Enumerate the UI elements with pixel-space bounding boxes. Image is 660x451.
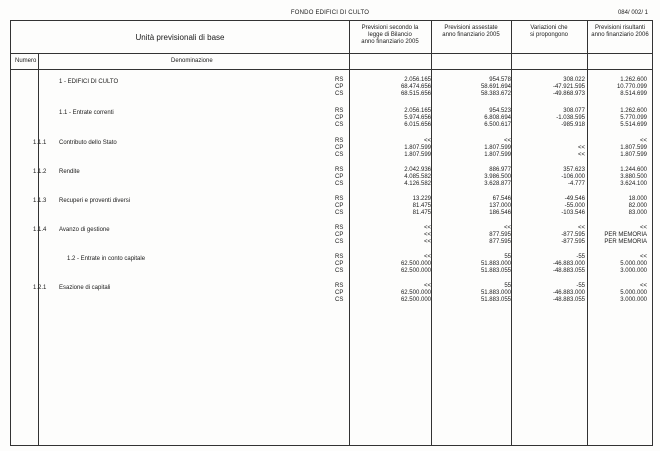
value-col4: << [639,225,647,231]
value-col2: 1.807.599 [484,145,511,151]
col2-header [431,25,511,39]
value-col3: -1.038.595 [556,115,585,121]
value-col3: -985.918 [561,122,585,128]
value-line [11,91,652,98]
line-type: CS [335,152,344,158]
value-col3: -103.546 [561,210,585,216]
value-col2: 3.986.500 [484,174,511,180]
row-code: 1.1.1 [33,140,47,146]
col1-header-line2: legge di Bilancio [368,32,412,38]
value-col4: 5.770.099 [620,115,647,121]
col1-header-line3: anno finanziario 2005 [361,39,419,45]
value-col3: -55.000 [564,203,585,209]
col3-header-line2: si propongono [529,32,569,38]
value-col2: 6.808.694 [484,115,511,121]
value-col2: 877.595 [489,232,511,238]
value-col1: << [423,138,431,144]
page-title: FONDO EDIFICI DI CULTO [290,10,370,16]
value-col3: -49.546 [564,196,585,202]
value-col2: << [503,138,511,144]
value-col2: 954.578 [489,77,511,83]
value-line [11,268,652,275]
value-col1: << [423,225,431,231]
value-line [11,138,652,145]
value-line [11,290,652,297]
line-type: CP [335,203,344,209]
value-line [11,77,652,84]
value-col4: PER MEMORIA [604,232,647,238]
value-line [11,239,652,246]
value-col2: 877.595 [489,239,511,245]
row-code: 1.2.1 [33,285,47,291]
value-line [11,108,652,115]
value-line [11,145,652,152]
value-col4: << [639,254,647,260]
col3-header-line1: Variazioni che [530,25,568,31]
value-line [11,174,652,181]
value-line [11,181,652,188]
line-type: CP [335,115,344,121]
value-col3: -55 [576,254,585,260]
value-col2: 3.628.877 [484,181,511,187]
value-line [11,122,652,129]
row-name: 1.1 - Entrate correnti [59,110,114,116]
value-line [11,84,652,91]
value-col1: 2.056.165 [404,77,431,83]
value-col2: 137.000 [489,203,511,209]
value-col1: << [423,254,431,260]
col1-header [349,25,431,46]
line-type: CP [335,174,344,180]
line-type: CP [335,232,344,238]
value-col2: 1.807.599 [484,152,511,158]
row-name: Contributo dello Stato [59,140,117,146]
value-col2: 58.691.694 [480,84,511,90]
row-code: 1.1.3 [33,198,47,204]
value-col1: 2.056.165 [404,108,431,114]
value-col4: 3.000.000 [620,297,647,303]
value-line [11,232,652,239]
value-col4: 3.624.100 [620,181,647,187]
row-code: 1.1.4 [33,227,47,233]
row-name: 1 - EDIFICI DI CULTO [59,79,119,85]
value-col3: -46.883.000 [552,290,585,296]
value-col4: 1.807.599 [620,152,647,158]
value-col2: 55 [504,283,511,289]
page-code: 084/ 002/ 1 [617,10,648,16]
line-type: CP [335,145,344,151]
numero-label: Numero [15,58,37,64]
col4-header-line1: Previsioni risultanti [594,25,646,31]
line-type: RS [335,225,344,231]
value-line [11,225,652,232]
budget-table [10,20,653,446]
line-type: RS [335,138,344,144]
col2-header-line2: anno finanziario 2005 [442,32,500,38]
value-col1: 4.126.582 [404,181,431,187]
value-col1: 13.229 [412,196,431,202]
row-name: Avanzo di gestione [59,227,110,233]
value-col4: 10.770.099 [616,84,647,90]
value-line [11,210,652,217]
value-col1: 1.807.599 [404,152,431,158]
value-line [11,203,652,210]
col2-header-line1: Previsioni assestate [444,25,498,31]
line-type: RS [335,108,344,114]
value-col3: -877.595 [561,232,585,238]
line-type: CS [335,268,344,274]
value-col3: -48.883.055 [552,268,585,274]
line-type: RS [335,283,344,289]
value-line [11,152,652,159]
value-col3: 308.022 [563,77,585,83]
value-line [11,261,652,268]
value-col1: 62.500.000 [400,290,431,296]
row-name: Recuperi e proventi diversi [59,198,131,204]
row-code: 1.1.2 [33,169,47,175]
value-col3: -49.868.973 [552,91,585,97]
line-type: CP [335,84,344,90]
value-col3: -877.595 [561,239,585,245]
row-name: 1.2 - Entrate in conto capitale [67,256,146,262]
value-col2: 55 [504,254,511,260]
value-col3: -47.921.595 [552,84,585,90]
row-name: Esazione di capitali [59,285,111,291]
value-col4: 5.000.000 [620,261,647,267]
row-name: Rendite [59,169,80,175]
value-col2: 51.883.055 [480,297,511,303]
value-col3: 308.077 [563,108,585,114]
unit-header: Unità previsionali di base [135,33,225,42]
value-col4: 1.262.600 [620,77,647,83]
value-col4: 1.244.600 [620,167,647,173]
value-col3: -46.883.000 [552,261,585,267]
value-col2: 886.977 [489,167,511,173]
value-line [11,254,652,261]
value-col2: 954.523 [489,108,511,114]
value-col3: 357.623 [563,167,585,173]
value-col4: 5.514.699 [620,122,647,128]
value-col4: 18.000 [628,196,647,202]
value-col2: 67.546 [492,196,511,202]
value-col3: << [577,225,585,231]
value-col3: << [577,152,585,158]
line-type: CS [335,91,344,97]
value-col4: 1.807.599 [620,145,647,151]
line-type: CP [335,290,344,296]
col4-header-line2: anno finanziario 2006 [591,32,649,38]
col3-header [511,25,587,39]
denominazione-label: Denominazione [171,58,213,64]
value-col1: 62.500.000 [400,261,431,267]
value-col4: 1.262.600 [620,108,647,114]
value-col2: 58.383.672 [480,91,511,97]
value-col1: 68.515.656 [400,91,431,97]
line-type: RS [335,167,344,173]
value-line [11,115,652,122]
line-type: RS [335,254,344,260]
value-col3: -55 [576,283,585,289]
value-col4: PER MEMORIA [604,239,647,245]
value-col2: 51.883.000 [480,290,511,296]
value-col1: 68.474.656 [400,84,431,90]
value-col4: 82.000 [628,203,647,209]
value-col4: << [639,283,647,289]
value-col3: << [577,145,585,151]
value-line [11,196,652,203]
col1-header-line1: Previsioni secondo la [361,25,419,31]
line-type: CS [335,122,344,128]
line-type: RS [335,77,344,83]
value-col2: << [503,225,511,231]
value-col1: << [423,232,431,238]
value-col3: -106.000 [561,174,585,180]
line-type: CS [335,181,344,187]
value-col4: 3.880.500 [620,174,647,180]
value-line [11,283,652,290]
line-type: RS [335,196,344,202]
line-type: CP [335,261,344,267]
value-col4: 83.000 [628,210,647,216]
header-divider [11,53,652,54]
line-type: CS [335,239,344,245]
value-col1: 6.015.656 [404,122,431,128]
col4-header [587,25,653,39]
value-col4: << [639,138,647,144]
value-col1: 5.974.656 [404,115,431,121]
line-type: CS [335,297,344,303]
subheader-divider [11,69,652,70]
value-col1: 62.500.000 [400,268,431,274]
line-type: CS [335,210,344,216]
value-col1: 81.475 [412,203,431,209]
value-col1: 4.085.582 [404,174,431,180]
value-col2: 6.500.617 [484,122,511,128]
value-col1: << [423,283,431,289]
value-col1: 2.042.936 [404,167,431,173]
value-col1: << [423,239,431,245]
value-col2: 51.883.055 [480,268,511,274]
value-col4: 8.514.699 [620,91,647,97]
value-col3: -48.883.055 [552,297,585,303]
value-line [11,297,652,304]
value-col3: -4.777 [567,181,585,187]
value-col2: 186.546 [489,210,511,216]
value-col4: 5.000.000 [620,290,647,296]
value-line [11,167,652,174]
value-col1: 62.500.000 [400,297,431,303]
value-col1: 81.475 [412,210,431,216]
value-col2: 51.883.000 [480,261,511,267]
value-col4: 3.000.000 [620,268,647,274]
value-col1: 1.807.599 [404,145,431,151]
